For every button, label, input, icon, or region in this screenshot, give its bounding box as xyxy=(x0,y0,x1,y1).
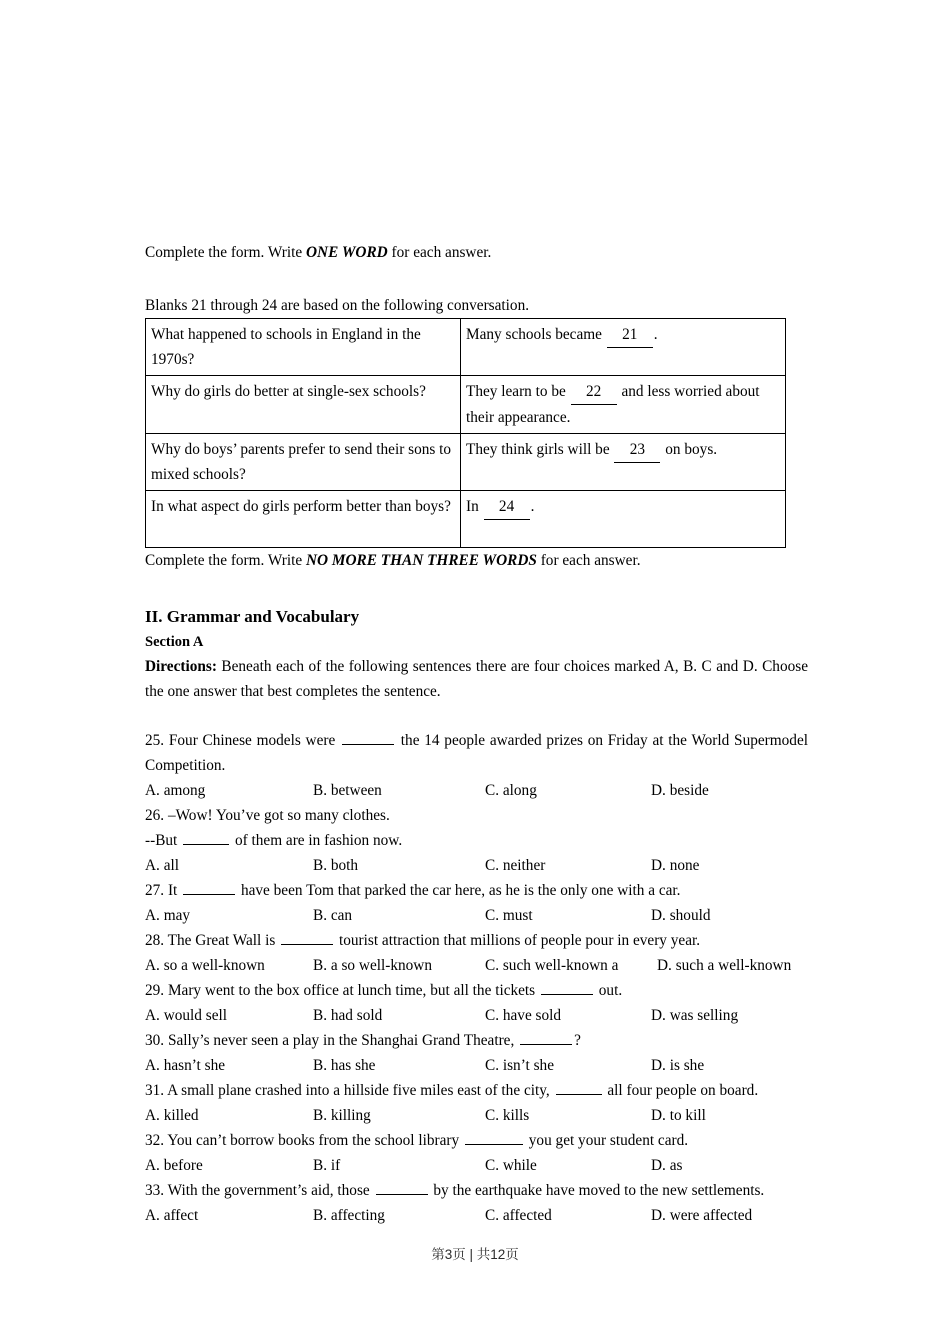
option-a-28[interactable]: A. so a well-known xyxy=(145,957,265,974)
option-d-29[interactable]: D. was selling xyxy=(651,1007,739,1024)
answer-blank-31[interactable] xyxy=(556,1080,602,1095)
table-cell-question: In what aspect do girls perform better than boys? xyxy=(146,491,461,548)
directions xyxy=(145,654,808,704)
option-c-29[interactable]: C. have sold xyxy=(485,1007,562,1024)
answer-text-after: . xyxy=(653,326,658,343)
options-31 xyxy=(145,1103,808,1128)
instruction-bottom-emphasis: NO MORE THAN THREE WORDS xyxy=(305,552,537,569)
question-stem-part-1: You can’t borrow books from the school library xyxy=(164,1132,463,1149)
question-stem-part-1: Sally’s never seen a play in the Shanghai Grand Theatre, xyxy=(164,1032,519,1049)
option-a-27[interactable]: A. may xyxy=(145,907,191,924)
table-row xyxy=(146,319,786,376)
question-stem-part-2: tourist attraction that millions of people pour in every year. xyxy=(335,932,701,949)
instruction-bottom-before: Complete the form. Write xyxy=(145,552,306,569)
spacer xyxy=(145,704,808,728)
blanks-intro: Blanks 21 through 24 are based on the following conversation. xyxy=(145,297,530,314)
question-stem-part-1: –Wow! You’ve got so many clothes. xyxy=(164,807,390,824)
question-stem-part-2: you get your student card. xyxy=(524,1132,689,1149)
option-a-26[interactable]: A. all xyxy=(145,857,179,874)
answer-blank-21[interactable]: 21 xyxy=(607,322,653,348)
table-cell-question: Why do boys’ parents prefer to send their sons to mixed schools? xyxy=(146,434,461,491)
question-stem-part-2: all four people on board. xyxy=(603,1082,759,1099)
options-27 xyxy=(145,903,808,928)
option-c-28[interactable]: C. such well-known a xyxy=(485,957,619,974)
option-b-27[interactable]: B. can xyxy=(313,907,353,924)
question-number-29: 29. xyxy=(145,982,165,999)
option-b-32[interactable]: B. if xyxy=(313,1157,341,1174)
option-b-33[interactable]: B. affecting xyxy=(313,1207,385,1224)
options-25 xyxy=(145,778,808,803)
question-stem-part-1: Mary went to the box office at lunch time, but all the tickets xyxy=(164,982,539,999)
instruction-top-emphasis: ONE WORD xyxy=(305,244,388,261)
option-c-30[interactable]: C. isn’t she xyxy=(485,1057,554,1074)
question-stem-second-part-2: of them are in fashion now. xyxy=(231,832,403,849)
question-stem-second-part-1: --But xyxy=(145,832,182,849)
question-number-28: 28. xyxy=(145,932,165,949)
option-d-31[interactable]: D. to kill xyxy=(651,1107,706,1124)
question-stem-part-1: The Great Wall is xyxy=(164,932,280,949)
option-a-29[interactable]: A. would sell xyxy=(145,1007,228,1024)
table-cell-answer xyxy=(461,434,786,491)
option-a-33[interactable]: A. affect xyxy=(145,1207,199,1224)
question-stem-part-2: the 14 people awarded prizes on Friday at the World Supermodel Competition. xyxy=(145,732,808,774)
instruction-top-before: Complete the form. Write xyxy=(145,244,306,261)
option-b-25[interactable]: B. between xyxy=(313,782,382,799)
option-d-25[interactable]: D. beside xyxy=(651,782,709,799)
answer-blank-22[interactable]: 22 xyxy=(571,379,617,405)
option-d-27[interactable]: D. should xyxy=(651,907,711,924)
answer-blank-24[interactable]: 24 xyxy=(484,494,530,520)
question-number-25: 25. xyxy=(145,732,165,749)
option-c-27[interactable]: C. must xyxy=(485,907,533,924)
answer-blank-29[interactable] xyxy=(541,980,593,995)
question-stem-26 xyxy=(145,803,808,828)
option-c-32[interactable]: C. while xyxy=(485,1157,537,1174)
answer-blank-33[interactable] xyxy=(376,1180,428,1195)
question-number-32: 32. xyxy=(145,1132,165,1149)
option-c-25[interactable]: C. along xyxy=(485,782,537,799)
answer-blank-23[interactable]: 23 xyxy=(614,437,660,463)
question-number-31: 31. xyxy=(145,1082,165,1099)
option-b-28[interactable]: B. a so well-known xyxy=(313,957,432,974)
question-stem-part-1: With the government’s aid, those xyxy=(164,1182,374,1199)
question-number-30: 30. xyxy=(145,1032,165,1049)
table-row xyxy=(146,491,786,548)
question-stem-part-1: It xyxy=(164,882,182,899)
section-label: Section A xyxy=(145,634,204,650)
answer-text-after: on boys. xyxy=(661,441,718,458)
option-a-25[interactable]: A. among xyxy=(145,782,206,799)
spacer xyxy=(145,265,808,293)
options-33 xyxy=(145,1203,808,1228)
instruction-top xyxy=(145,240,808,265)
page-content xyxy=(145,240,808,1228)
option-b-29[interactable]: B. had sold xyxy=(313,1007,383,1024)
option-c-26[interactable]: C. neither xyxy=(485,857,546,874)
options-26 xyxy=(145,853,808,878)
directions-label: Directions: xyxy=(145,658,217,675)
instruction-bottom xyxy=(145,548,808,573)
option-d-30[interactable]: D. is she xyxy=(651,1057,705,1074)
option-a-32[interactable]: A. before xyxy=(145,1157,203,1174)
question-stem-part-1: Four Chinese models were xyxy=(164,732,341,749)
answer-blank-25[interactable] xyxy=(342,730,394,745)
question-stem-33 xyxy=(145,1178,808,1203)
option-b-30[interactable]: B. has she xyxy=(313,1057,376,1074)
option-d-26[interactable]: D. none xyxy=(651,857,700,874)
option-b-26[interactable]: B. both xyxy=(313,857,359,874)
question-stem-part-2: by the earthquake have moved to the new settlements. xyxy=(429,1182,765,1199)
section-heading: II. Grammar and Vocabulary xyxy=(145,607,360,626)
table-cell-answer xyxy=(461,491,786,548)
answer-blank-30[interactable] xyxy=(520,1030,572,1045)
option-d-33[interactable]: D. were affected xyxy=(651,1207,753,1224)
options-30 xyxy=(145,1053,808,1078)
option-d-28[interactable]: D. such a well-known xyxy=(657,957,792,974)
question-number-26: 26. xyxy=(145,807,165,824)
answer-text-before: Many schools became xyxy=(466,326,606,343)
instruction-top-after: for each answer. xyxy=(387,244,492,261)
answer-text-after: and less worried about their appearance. xyxy=(466,383,760,426)
question-stem-29 xyxy=(145,978,808,1003)
question-stem-part-2: ? xyxy=(574,1032,581,1049)
answer-text-after: . xyxy=(530,498,535,515)
table-cell-answer xyxy=(461,376,786,434)
options-28 xyxy=(145,953,808,978)
answer-text-before: They learn to be xyxy=(466,383,570,400)
question-number-27: 27. xyxy=(145,882,165,899)
instruction-bottom-after: for each answer. xyxy=(536,552,641,569)
option-a-31[interactable]: A. killed xyxy=(145,1107,199,1124)
answer-text-before: In xyxy=(466,498,483,515)
question-number-33: 33. xyxy=(145,1182,165,1199)
option-c-31[interactable]: C. kills xyxy=(485,1107,530,1124)
question-stem-25 xyxy=(145,728,808,778)
option-a-30[interactable]: A. hasn’t she xyxy=(145,1057,226,1074)
spacer xyxy=(145,573,808,603)
option-c-33[interactable]: C. affected xyxy=(485,1207,552,1224)
table-cell-answer xyxy=(461,319,786,376)
question-stem-31 xyxy=(145,1078,808,1103)
question-stem-32 xyxy=(145,1128,808,1153)
table-cell-question: What happened to schools in England in the 1970s? xyxy=(146,319,461,376)
option-b-31[interactable]: B. killing xyxy=(313,1107,371,1124)
answer-blank-28[interactable] xyxy=(281,930,333,945)
question-stem-30 xyxy=(145,1028,808,1053)
table-row xyxy=(146,434,786,491)
answer-blank-32[interactable] xyxy=(465,1130,523,1145)
question-stem-part-2: out. xyxy=(594,982,623,999)
table-cell-question: Why do girls do better at single-sex schools? xyxy=(146,376,461,434)
options-29 xyxy=(145,1003,808,1028)
question-stem-part-1: A small plane crashed into a hillside five miles east of the city, xyxy=(164,1082,554,1099)
question-stem-28 xyxy=(145,928,808,953)
question-stem-26-line2 xyxy=(145,828,808,853)
directions-text: Beneath each of the following sentences there are four choices marked A, B. C and D. Choose the one answer that best completes the sentence. xyxy=(145,658,808,700)
conversation-form-table xyxy=(145,318,786,548)
answer-text-before: They think girls will be xyxy=(466,441,614,458)
question-stem-27 xyxy=(145,878,808,903)
options-32 xyxy=(145,1153,808,1178)
question-stem-part-2: have been Tom that parked the car here, as he is the only one with a car. xyxy=(237,882,681,899)
page-footer: 第3页 | 共12页 xyxy=(431,1247,519,1262)
table-row xyxy=(146,376,786,434)
answer-blank-26[interactable] xyxy=(183,830,229,845)
option-d-32[interactable]: D. as xyxy=(651,1157,683,1174)
answer-blank-27[interactable] xyxy=(183,880,235,895)
